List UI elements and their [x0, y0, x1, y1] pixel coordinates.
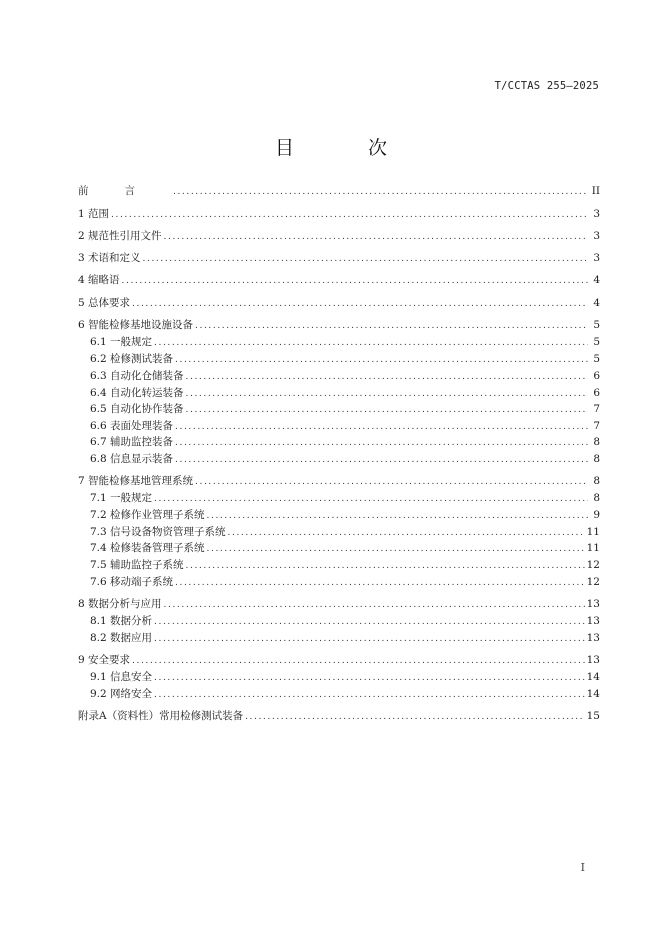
standard-code: T/CCTAS 255—2025 — [494, 80, 599, 92]
toc-entry[interactable] — [90, 687, 600, 701]
toc-entry-page: 4 — [593, 297, 600, 309]
dot-leader — [143, 253, 588, 265]
dot-leader — [228, 527, 585, 539]
toc-entry[interactable] — [90, 435, 600, 449]
toc-entry-label: 7.2 检修作业管理子系统 — [90, 509, 205, 521]
toc-entry-label: 6.2 检修测试装备 — [90, 353, 174, 365]
toc-entry-page: 8 — [593, 475, 600, 487]
page-title: 目 次 — [274, 137, 422, 159]
dot-leader — [186, 388, 588, 400]
toc-entry-label: 6.1 一般规定 — [90, 336, 153, 348]
dot-leader — [175, 577, 585, 589]
toc-entry-page: 5 — [593, 336, 600, 348]
toc-entry-page: 14 — [586, 671, 600, 683]
toc-entry-label: 7.3 信号设备物资管理子系统 — [90, 526, 226, 538]
dot-leader — [122, 275, 588, 287]
toc-entry-label: 6.4 自动化转运装备 — [90, 387, 184, 399]
toc-entry[interactable] — [90, 575, 600, 589]
dot-leader — [186, 404, 588, 416]
toc-entry-page: 13 — [586, 598, 600, 610]
toc-entry-label: 8 数据分析与应用 — [78, 598, 162, 610]
toc-entry-label: 4 缩略语 — [78, 274, 120, 286]
dot-leader — [154, 672, 585, 684]
toc-entry-label: 2 规范性引用文件 — [78, 230, 162, 242]
toc-entry[interactable] — [90, 558, 600, 572]
toc-entry[interactable] — [90, 670, 600, 684]
toc-entry[interactable] — [90, 614, 600, 628]
toc-entry-label: 5 总体要求 — [78, 297, 131, 309]
dot-leader — [164, 599, 585, 611]
toc-entry-page: 14 — [586, 688, 600, 700]
toc-entry-page: 3 — [593, 252, 600, 264]
toc-entry-label: 7.1 一般规定 — [90, 492, 153, 504]
toc-entry-page: 8 — [593, 453, 600, 465]
toc-entry-label: 9.2 网络安全 — [90, 688, 153, 700]
toc-entry[interactable] — [90, 386, 600, 400]
dot-leader — [154, 337, 588, 349]
toc-entry[interactable] — [90, 631, 600, 645]
toc-entry[interactable] — [78, 184, 600, 198]
toc-entry-label: 8.1 数据分析 — [90, 615, 153, 627]
toc-entry-page: 3 — [593, 208, 600, 220]
page-number: I — [580, 861, 585, 874]
toc-entry-label: 6.7 辅助监控装备 — [90, 436, 174, 448]
toc-entry-page: 5 — [593, 319, 600, 331]
dot-leader — [175, 437, 588, 449]
toc-entry[interactable] — [78, 229, 600, 243]
toc-entry-label: 9 安全要求 — [78, 654, 131, 666]
toc-entry[interactable] — [90, 402, 600, 416]
toc-entry-page: 6 — [593, 370, 600, 382]
toc-entry[interactable] — [90, 491, 600, 505]
toc-entry-label: 6.6 表面处理装备 — [90, 420, 174, 432]
toc-entry-label: 3 术语和定义 — [78, 252, 141, 264]
toc-entry-label: 7.5 辅助监控子系统 — [90, 559, 184, 571]
dot-leader — [132, 655, 585, 667]
toc-entry-label: 6.8 信息显示装备 — [90, 453, 174, 465]
toc-entry-label: 8.2 数据应用 — [90, 632, 153, 644]
dot-leader — [154, 493, 588, 505]
toc-entry[interactable] — [90, 541, 600, 555]
toc-entry-page: 3 — [593, 230, 600, 242]
toc-entry-label: 7 智能检修基地管理系统 — [78, 475, 194, 487]
toc-entry[interactable] — [90, 452, 600, 466]
toc-entry-page: 11 — [586, 542, 600, 554]
toc-entry-page: 8 — [593, 492, 600, 504]
dot-leader — [154, 633, 585, 645]
toc-entry[interactable] — [78, 251, 600, 265]
dot-leader — [164, 231, 588, 243]
toc-entry[interactable] — [78, 296, 600, 310]
toc-entry-label: 附录A（资料性）常用检修测试装备 — [78, 710, 244, 722]
toc-entry-page: 13 — [586, 654, 600, 666]
dot-leader — [132, 298, 588, 310]
toc-entry-page: 15 — [586, 710, 600, 722]
toc-entry[interactable] — [78, 318, 600, 332]
dot-leader — [173, 186, 588, 198]
dot-leader — [245, 711, 585, 723]
toc-entry-label: 7.4 检修装备管理子系统 — [90, 542, 205, 554]
toc-entry[interactable] — [90, 352, 600, 366]
toc-entry-page: 4 — [593, 274, 600, 286]
toc-entry[interactable] — [90, 335, 600, 349]
toc-entry[interactable] — [78, 474, 600, 488]
toc-entry[interactable] — [78, 709, 600, 723]
toc-entry[interactable] — [90, 419, 600, 433]
dot-leader — [207, 510, 588, 522]
dot-leader — [175, 354, 588, 366]
dot-leader — [186, 371, 588, 383]
toc-entry[interactable] — [90, 508, 600, 522]
toc-entry-page: 5 — [593, 353, 600, 365]
toc-entry-label: 1 范围 — [78, 208, 110, 220]
toc-entry-label: 9.1 信息安全 — [90, 671, 153, 683]
toc-entry-page: II — [591, 185, 600, 197]
dot-leader — [175, 421, 588, 433]
toc-entry[interactable] — [78, 597, 600, 611]
toc-entry-page: 12 — [586, 559, 600, 571]
toc-entry-label: 7.6 移动端子系统 — [90, 576, 174, 588]
toc-entry-page: 8 — [593, 436, 600, 448]
dot-leader — [186, 560, 585, 572]
toc-entry-page: 9 — [593, 509, 600, 521]
dot-leader — [111, 209, 588, 221]
dot-leader — [154, 616, 585, 628]
toc-entry-label: 6.3 自动化仓储装备 — [90, 370, 184, 382]
toc-entry-label: 6 智能检修基地设施设备 — [78, 319, 194, 331]
dot-leader — [175, 454, 588, 466]
toc-entry-page: 6 — [593, 387, 600, 399]
toc-entry[interactable] — [78, 207, 600, 221]
toc-entry[interactable] — [90, 525, 600, 539]
toc-entry-label: 6.5 自动化协作装备 — [90, 403, 184, 415]
toc-entry-page: 13 — [586, 632, 600, 644]
toc-entry[interactable] — [78, 273, 600, 287]
toc-entry-page: 12 — [586, 576, 600, 588]
toc-entry-page: 11 — [586, 526, 600, 538]
toc-entry-page: 7 — [593, 420, 600, 432]
dot-leader — [195, 320, 588, 332]
dot-leader — [207, 543, 585, 555]
toc-entry-label: 前言 — [78, 185, 171, 197]
toc-entry-page: 7 — [593, 403, 600, 415]
toc-entry[interactable] — [78, 653, 600, 667]
dot-leader — [195, 476, 588, 488]
toc-entry[interactable] — [90, 369, 600, 383]
toc-entry-page: 13 — [586, 615, 600, 627]
dot-leader — [154, 689, 585, 701]
